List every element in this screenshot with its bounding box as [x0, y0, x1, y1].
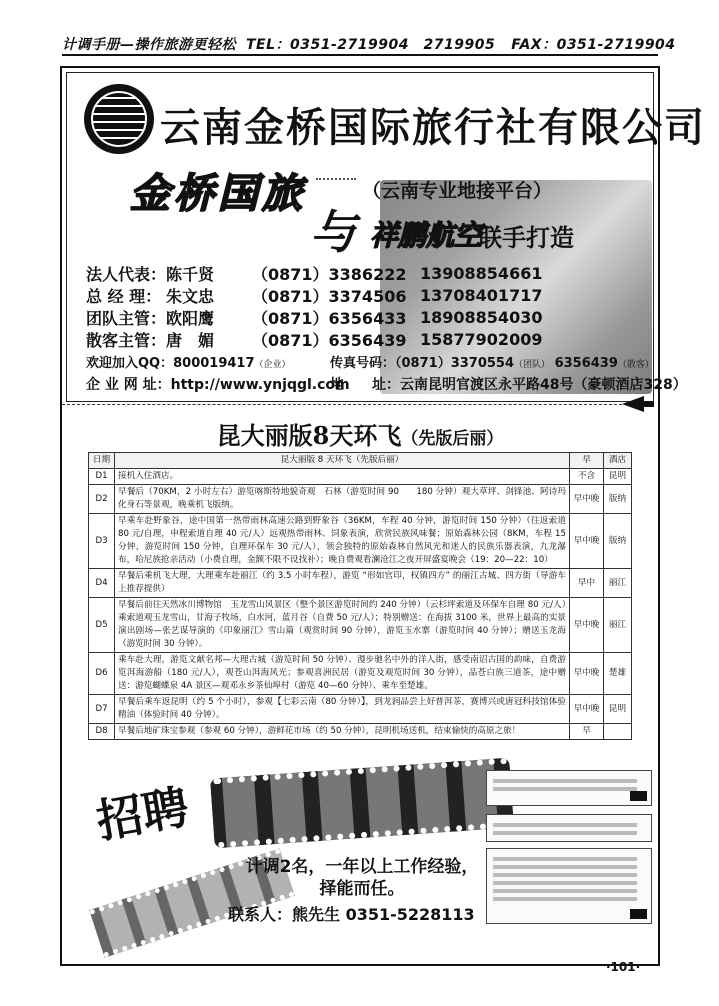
top-phones: TEL：0351-2719904 2719905 [246, 37, 496, 53]
row-day: D8 [89, 724, 115, 740]
ad-tag [630, 909, 647, 919]
table-row [89, 485, 632, 514]
header-hotel: 酒店 [604, 453, 632, 469]
row-day: D5 [89, 598, 115, 653]
small-ad-box [486, 814, 652, 842]
contact-row [86, 284, 646, 306]
contact-mobile: 13708401717 [420, 285, 543, 305]
row-hotel: 楚雄 [604, 653, 632, 695]
fax-line [330, 352, 654, 371]
fax-note-individual: （散客） [617, 360, 654, 370]
brand-name: 金桥国旅 [130, 171, 306, 217]
contact-name: 陈千贤 [166, 264, 215, 284]
row-meal: 不含 [570, 469, 604, 485]
ad-tag [630, 791, 647, 801]
row-hotel: 昆明 [604, 695, 632, 724]
fax-note-team: （团队） [514, 360, 551, 370]
fax-label: 传真号码： [330, 356, 396, 371]
contact-title: 散客主管： [86, 330, 167, 350]
row-desc: 早餐后（70KM，2 小时左右）游览喀斯特地貌奇观 石林（游览时间 90 180 分钟）观大草坪、剑锋池、阿诗玛化身石等景观，晚乘机飞版纳。 [115, 485, 570, 514]
row-hotel: 版纳 [604, 485, 632, 514]
contact-title: 团队主管： [86, 308, 167, 328]
qq-line [86, 352, 291, 371]
row-day: D2 [89, 485, 115, 514]
row-day: D7 [89, 695, 115, 724]
row-meal: 早 [570, 724, 604, 740]
airline-name: 祥鹏航空 [370, 219, 483, 252]
web-url[interactable]: http://www.ynjqgl.com [170, 377, 350, 393]
contact-row [86, 306, 646, 328]
table-row [89, 724, 632, 740]
table-row [89, 469, 632, 485]
table-header [89, 453, 632, 469]
page-number: ·101· [606, 960, 641, 974]
contact-title: 法人代表： [86, 264, 167, 284]
row-meal: 早中晚 [570, 598, 604, 653]
row-hotel: 版纳 [604, 514, 632, 569]
contact-phone: （0871）3386222 [252, 264, 407, 284]
row-desc: 接机入住酒店。 [115, 469, 570, 485]
row-meal: 早中晚 [570, 653, 604, 695]
address-label: 地 址： [330, 377, 400, 393]
row-day: D3 [89, 514, 115, 569]
dotted-connector [316, 178, 356, 180]
top-fax: FAX：0351-2719904 [511, 37, 676, 53]
row-day: D4 [89, 569, 115, 598]
together-slogan: 联手打造 [478, 224, 574, 252]
table-row [89, 514, 632, 569]
qq-value: 800019417 [173, 356, 255, 371]
contact-phone: （0871）3374506 [252, 286, 407, 306]
small-ad-box [486, 848, 652, 924]
recruit-line1: 计调2名，一年以上工作经验， [245, 857, 479, 877]
fax-value-individual: 6356439 [554, 356, 618, 371]
table-row [89, 598, 632, 653]
contact-name: 朱文忠 [166, 286, 215, 306]
header-meal: 早 [570, 453, 604, 469]
top-slogan: 计调手册—操作旅游更轻松 [62, 37, 236, 53]
recruit-title: 招聘 [92, 779, 193, 849]
route-title-main: 昆大丽版8天环飞 [216, 421, 402, 450]
row-desc: 早乘车赴野象谷，途中国第一热带雨林高速公路到野象谷（36KM，车程 40 分钟，游览时间 150 分钟）（往返索道 80 元/自理，申程索道自理 40 元/人）远观热带雨林、饲象表演，欣赏民族风味餐；原始森林公园（8KM，车程 15 分钟，游览时间 150 分钟，自理环保车 30 元/人），领会独特的原始森林自然风光和迷人的民族乐器表演，九龙瀑布，哈尼族抢亲活动（小费自理，金额不限不设找补）；晚自费观看澜沧江之夜开屏盛宴晚会（19：20—22：10） [115, 514, 570, 569]
address-line [330, 374, 687, 394]
contact-list [86, 262, 646, 350]
globe-logo-icon [84, 84, 154, 154]
contact-row [86, 262, 646, 284]
row-meal: 早中晚 [570, 514, 604, 569]
row-desc: 早餐后地矿珠宝参观（参观 60 分钟），游鲜花市场（约 50 分钟），昆明机场送机，结束愉快的高原之旅！ [115, 724, 570, 740]
web-line [86, 374, 350, 394]
film-strip-photo [210, 758, 514, 849]
platform-tagline: （云南专业地接平台） [362, 180, 553, 202]
contact-row [86, 328, 646, 350]
contact-name: 唐 媚 [166, 330, 215, 350]
with-glyph: 与 [310, 205, 356, 259]
qq-label: 欢迎加入QQ： [86, 356, 174, 371]
row-day: D1 [89, 469, 115, 485]
table-row [89, 653, 632, 695]
row-meal: 早中晚 [570, 695, 604, 724]
contact-mobile: 15877902009 [420, 329, 543, 349]
row-desc: 乘车赴大理，游览文献名邦—大理古城（游览时间 50 分钟）、漫步驰名中外的洋人街，感受南诏古国的韵味，自费游览洱海游船（180 元/人），观苍山洱海风光；参观喜洲民居（游览及观览时间 30 分钟），品苍白族三道茶，途中赠送：游览蝴蝶泉 4A 景区—观邓永乡茶仙埠村（游览 40—60 分钟）、乘车至楚雄。 [115, 653, 570, 695]
row-hotel: 丽江 [604, 598, 632, 653]
table-row [89, 569, 632, 598]
recruit-text [222, 856, 502, 900]
web-label: 企 业 网 址： [86, 377, 171, 393]
contact-title: 总 经 理： [86, 286, 162, 306]
itinerary-table [88, 452, 632, 740]
fax-value-team: （0871）3370554 [395, 356, 515, 371]
row-day: D6 [89, 653, 115, 695]
header-day: 日期 [89, 453, 115, 469]
header-title: 昆大丽版 8 天环飞（先版后丽） [115, 453, 570, 469]
route-title-sub: （先版后丽） [401, 429, 504, 449]
qq-note: （企业） [254, 360, 291, 370]
address-value: 云南昆明官渡区永平路48号（豪顿酒店328） [400, 377, 687, 393]
contact-mobile: 13908854661 [420, 263, 543, 283]
top-bar [62, 34, 676, 56]
contact-phone: （0871）6356433 [252, 308, 407, 328]
row-meal: 早中 [570, 569, 604, 598]
row-desc: 早餐后前往天然冰川博物馆 玉龙雪山风景区（整个景区游览时间约 240 分钟）（云杉坪索道及环保车自理 80 元/人）乘索道观玉龙雪山，甘海子牧场，白水河，蓝月谷（自费 50 元/人）；特别赠送：在海拔 3100 米，世界上最高的实景演出剧场—张艺谋导演的《印象丽江》雪山篇（观赏时间 90 分钟），游览玉水寨（游览时间 40 分钟）；赠送玉龙海（游览时间 30 分钟）。 [115, 598, 570, 653]
route-title [60, 416, 660, 451]
row-hotel [604, 724, 632, 740]
arrow-tail [640, 401, 654, 407]
row-hotel: 昆明 [604, 469, 632, 485]
contact-mobile: 18908854030 [420, 307, 543, 327]
contact-phone: （0871）6356439 [252, 330, 407, 350]
table-row [89, 695, 632, 724]
small-ad-box [486, 770, 652, 806]
contact-name: 欧阳鹰 [166, 308, 215, 328]
recruit-line2: 择能而任。 [319, 879, 405, 899]
row-hotel: 丽江 [604, 569, 632, 598]
row-meal: 早中晚 [570, 485, 604, 514]
recruit-contact: 联系人：熊先生 0351-5228113 [228, 905, 475, 924]
row-desc: 早餐后乘机飞大理，大理乘车赴丽江（约 3.5 小时车程），游览 “形如官印，权镇四方” 的丽江古城、四方街（导游车上推荐提供） [115, 569, 570, 598]
dashed-divider [62, 404, 622, 405]
recruit-section [62, 760, 658, 965]
company-name: 云南金桥国际旅行社有限公司 [160, 104, 706, 151]
row-desc: 早餐后乘车返昆明（约 5 个小时），参观【七彩云南（80 分钟）】，到龙润品尝上好普洱茶，赛博兴或唐冠科技馆体验精油（体验时间 40 分钟）。 [115, 695, 570, 724]
